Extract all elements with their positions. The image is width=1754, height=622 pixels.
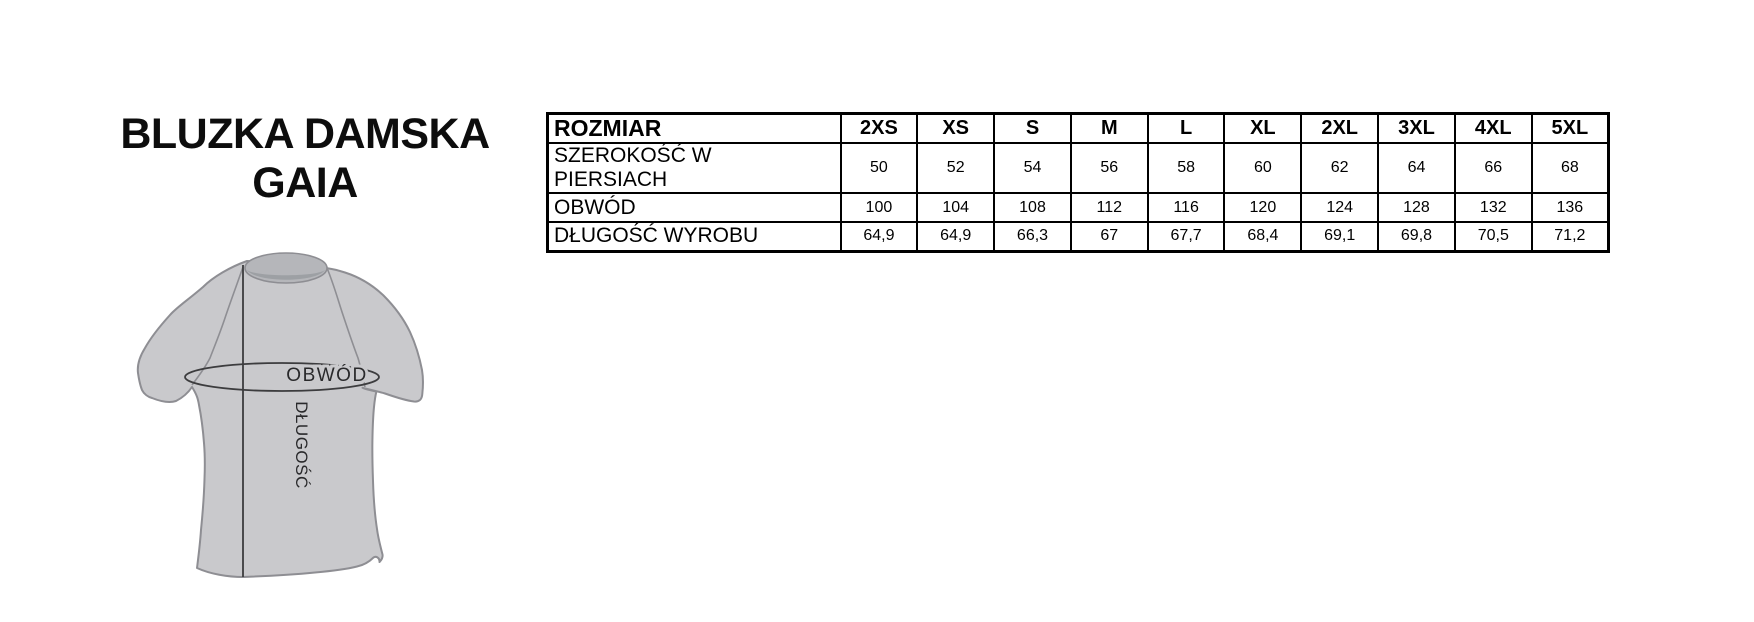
- product-model: GAIA: [252, 159, 358, 207]
- header-size-xs: XS: [917, 114, 994, 144]
- product-name: BLUZKA DAMSKA: [120, 110, 490, 158]
- size-value-cell: 64,9: [841, 222, 918, 251]
- size-value-cell: 132: [1455, 193, 1532, 222]
- table-row-chest-width: [548, 143, 1609, 193]
- size-value-cell: 69,8: [1378, 222, 1455, 251]
- size-value-cell: 116: [1148, 193, 1225, 222]
- size-value-cell: 136: [1532, 193, 1609, 222]
- table-row-garment-length: [548, 222, 1609, 251]
- table-header-row: [548, 114, 1609, 144]
- circumference-label: OBWÓD: [286, 365, 368, 386]
- size-value-cell: 70,5: [1455, 222, 1532, 251]
- header-size-s: S: [994, 114, 1071, 144]
- size-value-cell: 128: [1378, 193, 1455, 222]
- header-size-l: L: [1148, 114, 1225, 144]
- size-value-cell: 52: [917, 143, 994, 193]
- tshirt-icon: [110, 215, 470, 590]
- size-value-cell: 58: [1148, 143, 1225, 193]
- row-label: OBWÓD: [548, 193, 841, 222]
- size-value-cell: 100: [841, 193, 918, 222]
- size-value-cell: 62: [1301, 143, 1378, 193]
- size-value-cell: 71,2: [1532, 222, 1609, 251]
- length-label: DŁUGOŚĆ: [292, 401, 311, 489]
- size-value-cell: 67: [1071, 222, 1148, 251]
- size-value-cell: 68: [1532, 143, 1609, 193]
- size-value-cell: 66: [1455, 143, 1532, 193]
- size-value-cell: 69,1: [1301, 222, 1378, 251]
- size-value-cell: 68,4: [1224, 222, 1301, 251]
- size-table: [546, 112, 1610, 253]
- tshirt-body: [138, 261, 423, 577]
- size-value-cell: 60: [1224, 143, 1301, 193]
- header-rozmiar: ROZMIAR: [548, 114, 841, 144]
- header-size-m: M: [1071, 114, 1148, 144]
- size-value-cell: 120: [1224, 193, 1301, 222]
- size-value-cell: 64: [1378, 143, 1455, 193]
- size-value-cell: 104: [917, 193, 994, 222]
- header-size-2xl: 2XL: [1301, 114, 1378, 144]
- header-size-4xl: 4XL: [1455, 114, 1532, 144]
- page-title: [105, 110, 505, 208]
- size-value-cell: 66,3: [994, 222, 1071, 251]
- size-value-cell: 124: [1301, 193, 1378, 222]
- size-value-cell: 54: [994, 143, 1071, 193]
- size-value-cell: 64,9: [917, 222, 994, 251]
- tshirt-diagram: [110, 215, 470, 590]
- header-size-5xl: 5XL: [1532, 114, 1609, 144]
- size-value-cell: 112: [1071, 193, 1148, 222]
- size-value-cell: 67,7: [1148, 222, 1225, 251]
- header-size-2xs: 2XS: [841, 114, 918, 144]
- row-label: DŁUGOŚĆ WYROBU: [548, 222, 841, 251]
- row-label: SZEROKOŚĆ W PIERSIACH: [548, 143, 841, 193]
- header-size-3xl: 3XL: [1378, 114, 1455, 144]
- size-value-cell: 108: [994, 193, 1071, 222]
- header-size-xl: XL: [1224, 114, 1301, 144]
- table-row-circumference: [548, 193, 1609, 222]
- size-value-cell: 50: [841, 143, 918, 193]
- size-value-cell: 56: [1071, 143, 1148, 193]
